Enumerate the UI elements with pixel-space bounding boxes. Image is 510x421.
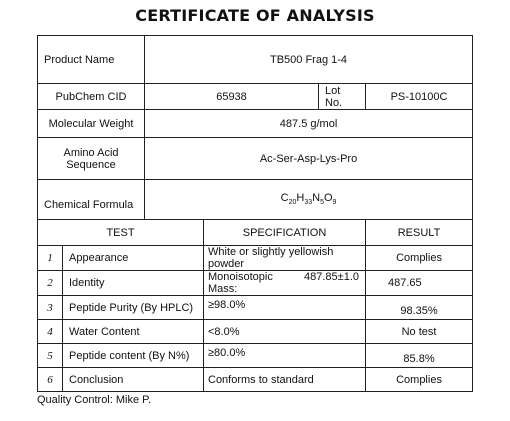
test-name: Appearance (63, 246, 204, 271)
row-molecular-weight (38, 110, 473, 138)
row-tests-header (38, 220, 473, 246)
certificate-table (37, 35, 473, 392)
spec-identity-label: Monoisotopic Mass: (208, 271, 273, 295)
test-result: 98.35% (366, 296, 473, 320)
quality-control-signoff: Quality Control: Mike P. (37, 394, 152, 406)
sequence-label-line2: Sequence (66, 158, 116, 171)
test-row (38, 320, 473, 344)
test-row (38, 246, 473, 271)
test-number: 5 (38, 344, 63, 368)
product-name-value: TB500 Frag 1-4 (145, 36, 473, 84)
test-number: 1 (38, 246, 63, 271)
formula-count-n: 5 (320, 199, 324, 207)
formula-count-o: 9 (332, 199, 337, 207)
header-test: TEST (38, 220, 204, 246)
test-number: 6 (38, 368, 63, 392)
formula-element-c: C (280, 192, 289, 205)
header-specification: SPECIFICATION (204, 220, 366, 246)
test-row (38, 271, 473, 296)
test-name: Identity (63, 271, 204, 296)
pubchem-cid-label: PubChem CID (38, 84, 145, 110)
chemical-formula-value (145, 180, 473, 220)
test-row (38, 368, 473, 392)
formula-element-o: O (323, 192, 333, 205)
chemical-formula-label: Chemical Formula (38, 180, 145, 220)
row-product-name (38, 36, 473, 84)
spec-identity-value: 487.85±1.0 (304, 271, 359, 283)
test-specification: <8.0% (204, 320, 366, 344)
formula-element-n: N (312, 192, 321, 205)
test-number: 3 (38, 296, 63, 320)
test-result: 85.8% (366, 344, 473, 368)
test-result: 487.65 (366, 271, 473, 296)
test-result: No test (366, 320, 473, 344)
test-result: Complies (366, 246, 473, 271)
sequence-label (38, 138, 145, 180)
test-specification: ≥98.0% (204, 296, 366, 320)
molecular-weight-value: 487.5 g/mol (145, 110, 473, 138)
test-specification: White or slightly yellowish powder (204, 246, 366, 271)
formula-count-c: 20 (288, 199, 297, 207)
document-title: CERTIFICATE OF ANALYSIS (135, 6, 375, 25)
sequence-value: Ac-Ser-Asp-Lys-Pro (145, 138, 473, 180)
molecular-weight-label: Molecular Weight (38, 110, 145, 138)
test-specification: Conforms to standard (204, 368, 366, 392)
test-specification: ≥80.0% (204, 344, 366, 368)
test-name: Water Content (63, 320, 204, 344)
test-result: Complies (366, 368, 473, 392)
formula-element-h: H (296, 192, 305, 205)
header-result: RESULT (366, 220, 473, 246)
formula-count-h: 33 (304, 199, 313, 207)
sequence-label-line1: Amino Acid (63, 146, 119, 159)
pubchem-cid-value: 65938 (145, 84, 319, 110)
test-row (38, 344, 473, 368)
lot-number-label: Lot No. (319, 84, 366, 110)
row-sequence (38, 138, 473, 180)
test-name: Peptide content (By N%) (63, 344, 204, 368)
test-specification (204, 271, 366, 296)
test-row (38, 296, 473, 320)
test-number: 4 (38, 320, 63, 344)
test-number: 2 (38, 271, 63, 296)
lot-number-value: PS-10100C (366, 84, 473, 110)
row-cid-lot (38, 84, 473, 110)
test-name: Conclusion (63, 368, 204, 392)
product-name-label: Product Name (38, 36, 145, 84)
row-chemical-formula (38, 180, 473, 220)
test-name: Peptide Purity (By HPLC) (63, 296, 204, 320)
